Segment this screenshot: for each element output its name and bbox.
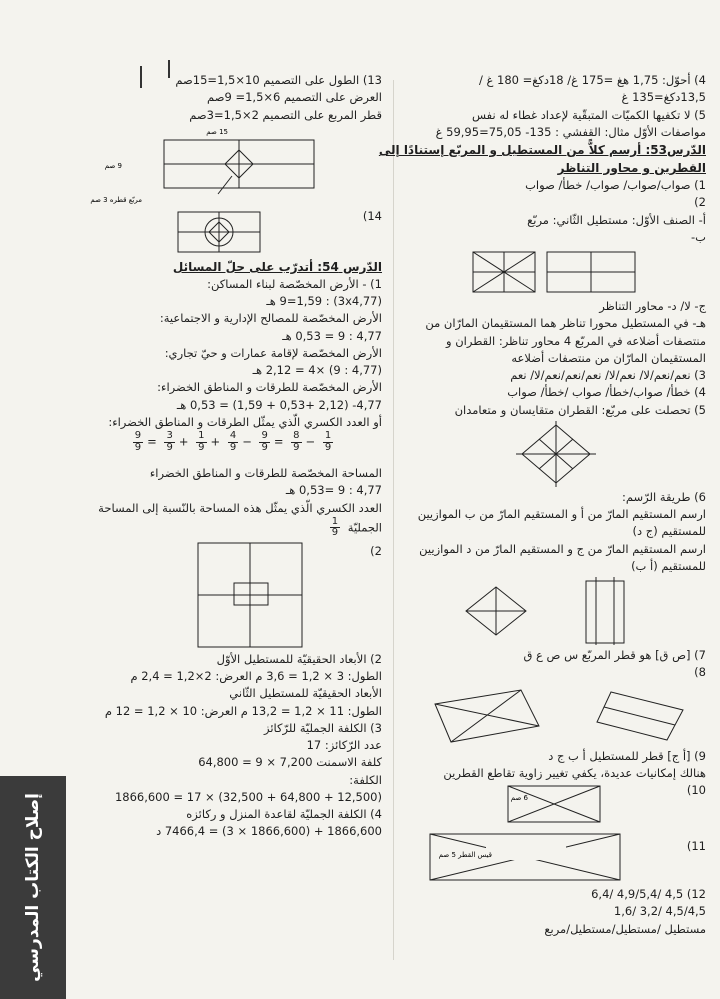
problem-line: 4,77- (2,12 +0,53 + 1,59) = 0,53 هـ [176, 397, 382, 412]
problem-line: 4) الكلفة الجمليّة لقاعدة المنزل و ركائزه [186, 807, 382, 821]
problem-line: كلفة الاسمنت 7,200 × 9 = 64,800 [198, 755, 382, 770]
fraction: $\frac{9}{9}$ [134, 430, 142, 453]
fraction-expression: $\frac{9}{9}$ = $\frac{3}{9}$ + $\frac{1}{9}$ + $\frac{4}{9}$ − $\frac{9}{9}$ = $\frac{8}{9}$ − $\frac{1}{9}$ [134, 430, 332, 453]
figure-label: 15 صم [206, 127, 228, 136]
answer-q12: 12) 4,5 /4,9/5,4 /6,4 [591, 887, 706, 901]
fraction: $\frac{9}{9}$ [261, 430, 268, 453]
answer-q14: 14) [362, 208, 382, 223]
answer-q2-h: هـ- في المستطيل محورا تناظر هما المستقيمان المارّان من [425, 316, 706, 331]
fraction: $\frac{3}{9}$ [166, 430, 173, 453]
problem-2-label: 2) [370, 543, 382, 558]
figure-13 [90, 126, 348, 206]
answer-q2-b: ب- [691, 229, 706, 244]
answer-q5: 5) تحصلت على مربّع: القطران متقايسان و متعامدان [454, 402, 706, 417]
problem-line: (12,500 + 64,800 + 32,500) × 17 = 1866,600 [114, 789, 382, 804]
answer-q2-h: منتصفات أضلاعه في المربّع 4 محاور تناظر: القطران و [446, 333, 706, 348]
question-10-block [406, 782, 706, 826]
answer-q2-h: المستقيمان المارّان من منتصفات أضلاعه [511, 350, 706, 365]
answer-line: 5) لا تكفيها الكميّات المتبقّية لإعداد غطاء له نفس [472, 107, 706, 122]
fraction: $\frac{1}{9}$ [331, 515, 339, 539]
lesson-54-title: الدّرس 54: أتدرّب على حلّ المسائل [172, 259, 382, 274]
answer-q6-line: ارسم المستقيم المارّ من ج و المستقيم المارّ من د الموازيين [419, 541, 706, 556]
answer-q12: مستطيل /مستطيل/مستطيل/مربع [544, 921, 706, 936]
fraction: $\frac{1}{9}$ [324, 430, 332, 453]
problem-line: أو العدد الكسري الّذي يمثّل الطرقات و المناطق الخضراء: [108, 414, 382, 429]
fraction: $\frac{1}{9}$ [198, 430, 205, 453]
problem-line: الأرض المخصّصة لإقامة عمارات و حيّ تجاري: [164, 345, 382, 360]
answer-q9: 9) [أ ج] قطر للمستطيل أ ب ج د [548, 748, 706, 763]
answer-q1: 1) صواب/صواب/ صواب/ خطأ/ صواب [525, 178, 706, 192]
problem-line: (4,77 : 9) ×4 = 2,12 هـ [252, 363, 382, 377]
question-14-block [84, 208, 382, 258]
problem-line: المساحة المخصّصة للطرقات و المناطق الخضراء [149, 466, 382, 480]
figure-label: قيس القطر 5 صم [438, 851, 492, 859]
label-backdrop [486, 846, 566, 860]
figure-label: 6 صم [510, 794, 528, 802]
answer-q13: قطر المربع على التصميم 2×1,5=3صم [189, 107, 382, 122]
figure-caption: مربّع قطره 3 صم [90, 195, 142, 204]
problem-line: الجمليّة $\frac{1}{9}$ [331, 515, 382, 539]
answer-q2-c: ج- لا/ د- محاور التناظر [599, 299, 706, 313]
problem-line: 2) الأبعاد الحقيقيّة للمستطيل الأوّل [216, 651, 382, 666]
inner-rectangle [234, 583, 268, 605]
side-tab [0, 776, 66, 999]
problem-line: الطول: 11 × 1,2 = 13,2 م العرض: 10 × 1,2 = 12 م [104, 703, 382, 718]
problem-line: 1) - الأرض المخصّصة لبناء المساكن: [207, 276, 382, 291]
parallelogram-shape [435, 690, 539, 742]
answer-q8: 8) [694, 665, 706, 680]
right-column [378, 72, 706, 938]
axis-line [604, 707, 675, 725]
problem-line: 1866,600 + (1866,600 × 3) = 7466,4 د [156, 824, 382, 839]
problem-line: 4,77 : 9 = 0,53 هـ [282, 328, 382, 343]
figure-11 [426, 826, 626, 884]
answer-line: مواصفات الأوّل مثال: القفشي : 135- 75,05=59,95 غ [435, 124, 706, 139]
square-rectangle-figure [471, 248, 641, 296]
answer-q6: 6) طريقة الرّسم: [621, 489, 706, 504]
answer-q11: 11) [686, 839, 706, 853]
problem-line: العدد الكسري الّذي يمثّل هذه المساحة بالنّسبة إلى المساحة [98, 500, 382, 515]
answer-q6-line: ارسم المستقيم المارّ من أ و المستقيم المارّ من ب الموازيين [417, 507, 706, 521]
problem-line: الأرض المخصّصة للمصالح الإدارية و الاجتماعية: [159, 311, 382, 326]
answer-q9-note: هنالك إمكانيات عديدة، يكفي تغيير زاوية تقاطع القطرين [443, 765, 706, 780]
problem-line: عدد الرّكائز: 17 [306, 738, 382, 752]
problem-line: الطول: 3 × 1,2 = 3,6 م العرض: 2×1,2 = 2,4 م [130, 669, 382, 683]
figure-label: 9 صم [104, 161, 122, 170]
side-tab-label: إصلاح الكتاب المدرسي [23, 793, 43, 982]
answer-q7: 7) [ص ق] هو قطر المربّع س ص ع ق [523, 648, 706, 662]
answer-q2-a: أ- الصنف الأوّل: مستطيل الثّاني: مربّع [527, 212, 706, 227]
figure-10 [506, 784, 602, 824]
answer-q10: 10) [686, 783, 706, 797]
lesson-53-title: الدّرس53: أرسم كلاًّ من المستطيل و المربّع إستنادًا إلى [378, 143, 706, 157]
answer-q3: 3) نعم/نعم/لا/ نعم/لا/ نعم/نعم/نعم/لا/ نعم [510, 368, 706, 382]
rhombus-figure [516, 421, 596, 487]
problem-line: 4,77 : 9 =0,53 هـ [285, 483, 382, 498]
parallelogram-figure [421, 684, 691, 746]
answer-line: 13,5دكغ=135 غ [621, 90, 706, 105]
diagonal-line [451, 690, 521, 742]
arrow-line [218, 176, 232, 194]
column-divider [393, 80, 394, 960]
left-column [84, 72, 382, 841]
problem-line: (3x4,77) : 9=1,59 هـ [266, 294, 382, 308]
answer-q6-line: للمستقيم (أ ب) [631, 558, 706, 573]
figure-14 [174, 208, 264, 256]
answer-q12: 4,5/4,5 /3,2 /1,6 [613, 904, 706, 919]
problem-line: الكلفة: [349, 772, 382, 787]
question-11-block [406, 826, 706, 886]
fraction: $\frac{8}{9}$ [293, 430, 300, 453]
answer-q13: 13) الطول على التصميم 10×1,5=15صم [175, 73, 382, 87]
rectangle-shape [586, 581, 624, 643]
answer-q4: 4) خطأ/ صواب/خطأ/ صواب /خطأ/ صواب [507, 385, 706, 400]
problem-line: الأبعاد الحقيقيّة للمستطيل الثّاني [229, 686, 382, 701]
answer-q6-line: للمستقيم (ج د) [632, 524, 706, 539]
answer-q2: 2) [694, 195, 706, 210]
floor-plan-figure [196, 541, 304, 649]
lesson-53-subtitle: القطرين و محاور التناظر [557, 161, 706, 175]
problem-2-block [84, 539, 382, 651]
answer-line: 4) أحوّل: 1,75 هغ =175 غ/ 18دكغ= 180 غ / [478, 73, 706, 87]
fraction: $\frac{4}{9}$ [229, 430, 237, 453]
answer-q13: العرض على التصميم 6×1,5= 9صم [207, 90, 382, 105]
parallel-lines-figure [456, 577, 656, 645]
problem-line: 3) الكلفة الجمليّة للرّكائز [263, 720, 382, 735]
problem-line: الأرض المخصّصة للطرقات و المناطق الخضراء: [157, 380, 382, 395]
